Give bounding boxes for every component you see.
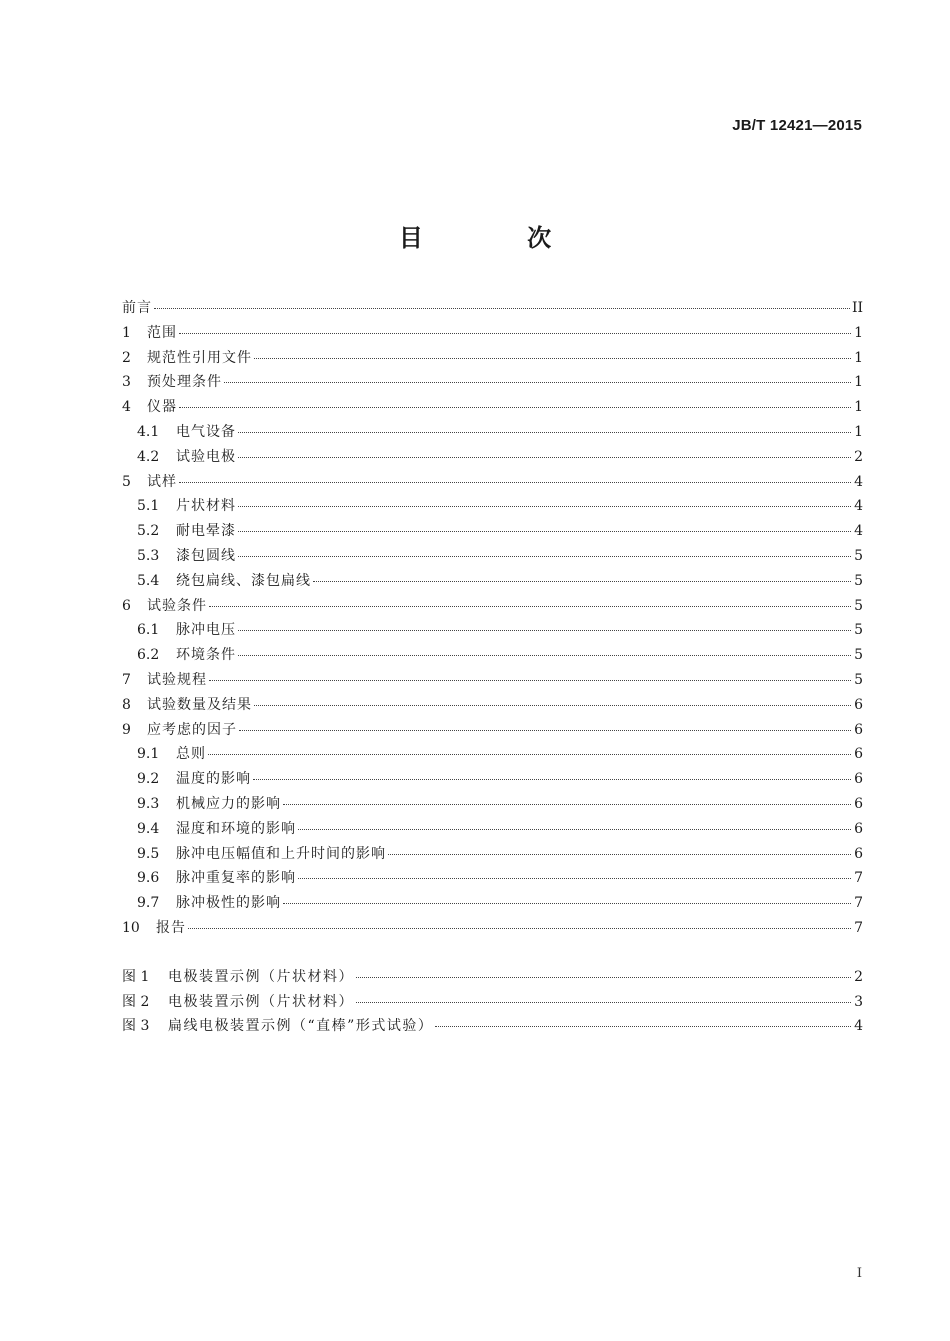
entry-page: 7 — [854, 919, 863, 936]
entry-label: 试验规程 — [147, 671, 207, 688]
entry-label: 规范性引用文件 — [147, 349, 252, 366]
entry-label: 机械应力的影响 — [176, 795, 281, 812]
toc-entry[interactable] — [122, 544, 863, 569]
entry-number: 9.6 — [137, 870, 160, 887]
dot-leader — [388, 853, 851, 855]
dot-leader — [283, 803, 851, 805]
entry-page: 2 — [854, 968, 863, 985]
entry-label: 总则 — [176, 746, 206, 763]
toc-entry[interactable] — [122, 395, 863, 420]
entry-page: 1 — [854, 349, 863, 366]
dot-leader — [238, 456, 851, 458]
entry-page: 1 — [854, 423, 863, 440]
dot-leader — [179, 406, 851, 408]
entry-page: 5 — [854, 647, 863, 664]
toc-entry[interactable] — [122, 594, 863, 619]
toc-entry[interactable] — [122, 494, 863, 519]
entry-label: 电气设备 — [176, 423, 236, 440]
toc-entry[interactable] — [122, 643, 863, 668]
entry-label: 应考虑的因子 — [147, 721, 237, 738]
toc-entries — [122, 296, 863, 941]
entry-label: 片状材料 — [176, 498, 236, 515]
entry-label: 绕包扁线、漆包扁线 — [176, 572, 311, 589]
toc-entry[interactable] — [122, 842, 863, 867]
entry-page: 5 — [854, 572, 863, 589]
dot-leader — [238, 629, 851, 631]
dot-leader — [254, 704, 851, 706]
entry-number: 5.4 — [137, 572, 160, 589]
dot-leader — [283, 902, 851, 904]
entry-number: 图 1 — [122, 968, 150, 985]
entry-label: 漆包圆线 — [176, 547, 236, 564]
entry-number: 9.2 — [137, 771, 160, 788]
entry-label: 试验数量及结果 — [147, 696, 252, 713]
entry-page: 5 — [854, 671, 863, 688]
entry-number: 7 — [122, 671, 131, 688]
entry-page: 6 — [854, 771, 863, 788]
toc-entry[interactable] — [122, 817, 863, 842]
dot-leader — [356, 976, 851, 978]
dot-leader — [298, 877, 851, 879]
entry-page: II — [851, 300, 863, 316]
entry-label: 耐电晕漆 — [176, 523, 236, 540]
dot-leader — [254, 357, 851, 359]
toc-entry[interactable] — [122, 693, 863, 718]
entry-number: 9.3 — [137, 795, 160, 812]
entry-page: 1 — [854, 399, 863, 416]
entry-number: 2 — [122, 349, 131, 366]
entry-number: 5.3 — [137, 547, 160, 564]
toc-entry[interactable] — [122, 767, 863, 792]
entry-number: 4.1 — [137, 423, 160, 440]
dot-leader — [154, 307, 850, 309]
toc-entry[interactable] — [122, 742, 863, 767]
dot-leader — [224, 381, 851, 383]
toc-entry[interactable] — [122, 891, 863, 916]
entry-label: 仪器 — [147, 399, 177, 416]
toc-entry[interactable] — [122, 519, 863, 544]
toc-entry[interactable] — [122, 296, 863, 321]
figure-entry[interactable] — [122, 1014, 863, 1039]
entry-number: 9.7 — [137, 895, 160, 912]
document-code: JB/T 12421—2015 — [732, 117, 862, 134]
dot-leader — [253, 778, 851, 780]
entry-number: 1 — [122, 324, 131, 341]
entry-page: 4 — [854, 523, 863, 540]
toc-entry[interactable] — [122, 321, 863, 346]
entry-label: 脉冲重复率的影响 — [176, 870, 296, 887]
entry-page: 4 — [854, 498, 863, 515]
entry-label: 试验条件 — [147, 597, 207, 614]
entry-page: 4 — [854, 1018, 863, 1035]
figure-entry[interactable] — [122, 965, 863, 990]
entry-number: 4 — [122, 399, 131, 416]
table-of-contents — [122, 296, 863, 1039]
dot-leader — [238, 530, 851, 532]
entry-label: 电极装置示例（片状材料） — [168, 968, 354, 985]
entry-page: 6 — [854, 746, 863, 763]
dot-leader — [238, 555, 851, 557]
toc-title: 目 次 — [398, 224, 600, 252]
entry-number: 9.5 — [137, 845, 160, 862]
dot-leader — [435, 1025, 851, 1027]
entry-number: 5.1 — [137, 498, 160, 515]
entry-label: 电极装置示例（片状材料） — [168, 993, 354, 1010]
entry-label: 脉冲极性的影响 — [176, 895, 281, 912]
entry-number: 10 — [122, 919, 140, 936]
entry-page: 6 — [854, 696, 863, 713]
entry-page: 6 — [854, 820, 863, 837]
dot-leader — [179, 332, 851, 334]
dot-leader — [313, 580, 851, 582]
entry-number: 9 — [122, 721, 131, 738]
entry-page: 2 — [854, 448, 863, 465]
entry-number: 4.2 — [137, 448, 160, 465]
entry-label: 温度的影响 — [176, 771, 251, 788]
entry-page: 6 — [854, 721, 863, 738]
entry-page: 5 — [854, 622, 863, 639]
dot-leader — [209, 605, 851, 607]
entry-label: 范围 — [147, 324, 177, 341]
dot-leader — [238, 654, 851, 656]
entry-page: 5 — [854, 597, 863, 614]
entry-page: 4 — [854, 473, 863, 490]
dot-leader — [239, 729, 851, 731]
toc-entry[interactable] — [122, 346, 863, 371]
entry-page: 1 — [854, 374, 863, 391]
entry-label: 试验电极 — [176, 448, 236, 465]
dot-leader — [179, 481, 851, 483]
entry-page: 6 — [854, 845, 863, 862]
figure-list — [122, 965, 863, 1039]
entry-label: 湿度和环境的影响 — [176, 820, 296, 837]
toc-entry[interactable] — [122, 916, 863, 941]
entry-label: 试样 — [147, 473, 177, 490]
toc-gap — [122, 941, 863, 965]
entry-page: 6 — [854, 795, 863, 812]
entry-label: 前言 — [122, 300, 152, 316]
entry-number: 5 — [122, 473, 131, 490]
entry-number: 图 2 — [122, 993, 150, 1010]
entry-number: 5.2 — [137, 523, 160, 540]
dot-leader — [238, 505, 851, 507]
entry-page: 7 — [854, 895, 863, 912]
dot-leader — [298, 828, 851, 830]
toc-entry[interactable] — [122, 668, 863, 693]
toc-entry[interactable] — [122, 866, 863, 891]
entry-number: 3 — [122, 374, 131, 391]
dot-leader — [238, 431, 851, 433]
entry-number: 图 3 — [122, 1018, 150, 1035]
entry-label: 预处理条件 — [147, 374, 222, 391]
toc-entry[interactable] — [122, 420, 863, 445]
entry-label: 环境条件 — [176, 647, 236, 664]
toc-entry[interactable] — [122, 718, 863, 743]
entry-number: 9.4 — [137, 820, 160, 837]
entry-label: 报告 — [156, 919, 186, 936]
entry-number: 6 — [122, 597, 131, 614]
toc-entry[interactable] — [122, 618, 863, 643]
figure-entry[interactable] — [122, 990, 863, 1015]
toc-entry[interactable] — [122, 569, 863, 594]
entry-number: 9.1 — [137, 746, 160, 763]
entry-label: 脉冲电压幅值和上升时间的影响 — [176, 845, 386, 862]
page-number: I — [856, 1266, 862, 1281]
dot-leader — [208, 753, 851, 755]
entry-page: 1 — [854, 324, 863, 341]
toc-entry[interactable] — [122, 370, 863, 395]
entry-page: 5 — [854, 547, 863, 564]
dot-leader — [356, 1001, 851, 1003]
entry-label: 扁线电极装置示例（“直棒”形式试验） — [168, 1018, 434, 1035]
entry-number: 6.1 — [137, 622, 160, 639]
toc-entry[interactable] — [122, 470, 863, 495]
toc-entry[interactable] — [122, 792, 863, 817]
entry-page: 7 — [854, 870, 863, 887]
dot-leader — [209, 679, 851, 681]
toc-entry[interactable] — [122, 445, 863, 470]
entry-page: 3 — [854, 993, 863, 1010]
entry-label: 脉冲电压 — [176, 622, 236, 639]
entry-number: 8 — [122, 696, 131, 713]
dot-leader — [188, 927, 851, 929]
entry-number: 6.2 — [137, 647, 160, 664]
